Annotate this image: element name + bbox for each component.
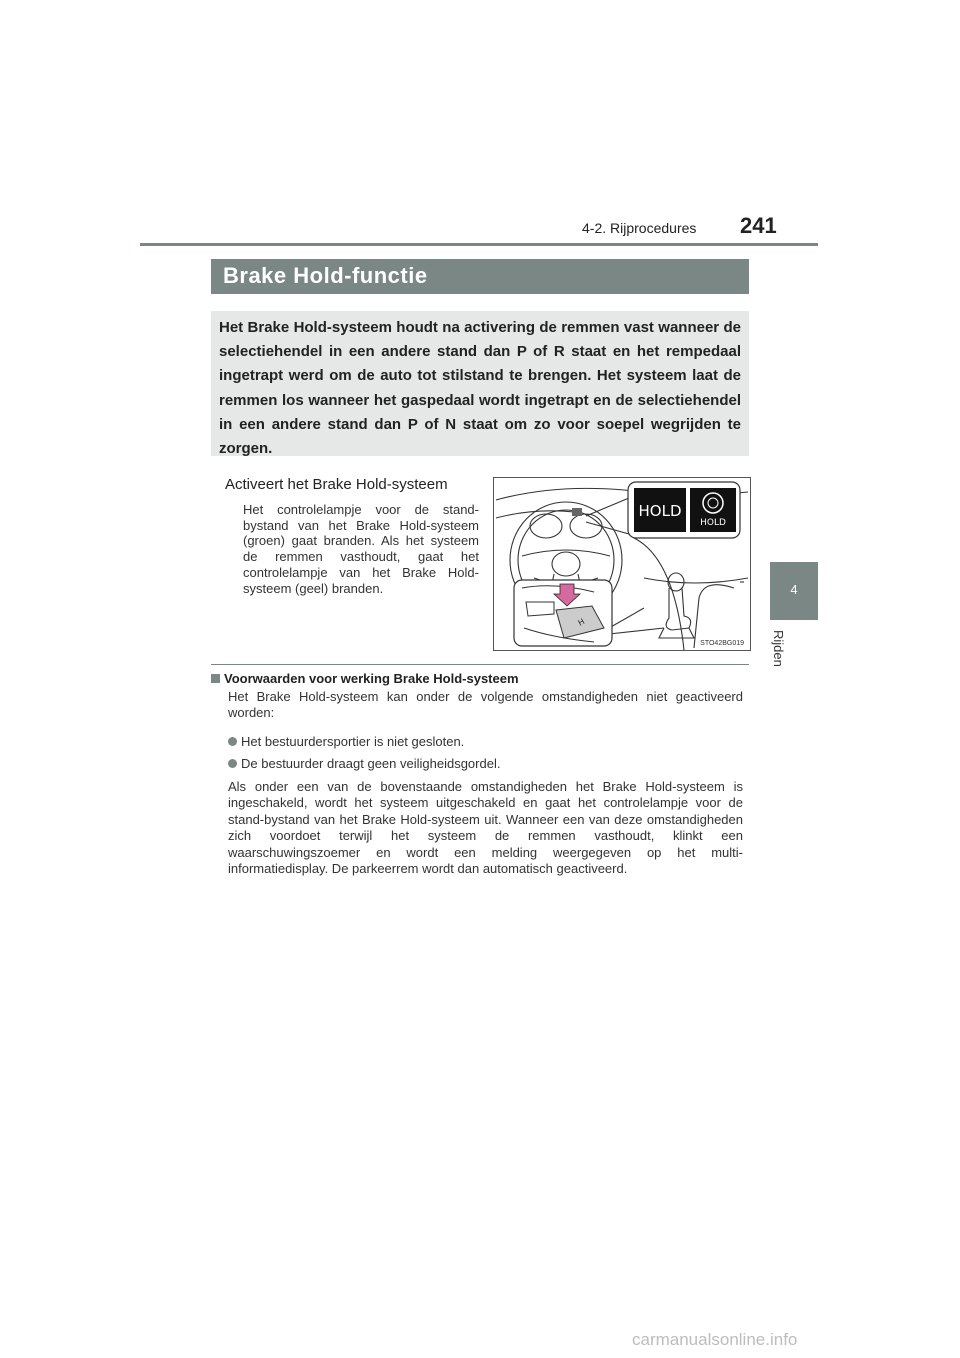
header-divider: [140, 243, 818, 246]
illustration-code: STO42BG019: [700, 640, 744, 647]
intro-text: Het Brake Hold-systeem houdt na activering de remmen vast wanneer de selectiehendel in een andere stand dan P of R staat en het rempedaal ingetrapt werd om de auto tot stilstand te brengen. Het systeem laat de remmen los wanneer het gaspedaal wordt ingetrapt en de selectiehendel in een andere stand dan P of N staat om zo voor soepel wegrijden te zorgen.: [219, 319, 741, 458]
bullet-icon: [228, 737, 237, 746]
bullet-icon: [228, 759, 237, 768]
brake-hold-illustration: [493, 477, 751, 651]
conditions-heading: [211, 671, 519, 686]
chapter-tab: [770, 562, 818, 620]
page-title: Brake Hold-functie: [223, 263, 428, 288]
conditions-intro: Het Brake Hold-systeem kan onder de volgende omstandigheden niet geactiveerd worden:: [228, 689, 743, 721]
intro-box: [211, 311, 749, 456]
title-bar: [211, 259, 749, 294]
list-item-text: De bestuurder draagt geen veiligheidsgordel.: [241, 756, 501, 771]
chapter-label: Rijden: [771, 630, 786, 667]
svg-text:H: H: [576, 616, 587, 628]
cockpit-drawing: [494, 478, 750, 650]
section-divider: [211, 664, 749, 665]
conditions-closing: Als onder een van de bovenstaande omstandigheden het Brake Hold-systeem is ingeschakeld, wordt het systeem uitgeschakeld en gaat het controlelampje voor de stand-bystand van het Brake Hold-systeem uit. Wanneer een van deze omstandigheden zich voordoet terwijl het systeem de remmen vasthoudt, klinkt een waarschuwingszoemer en wordt een melding weergegeven op het multi-informatiedisplay. De parkeerrem wordt dan automatisch geactiveerd.: [228, 779, 743, 877]
hold-indicator-text: HOLD: [638, 502, 682, 520]
list-item: [228, 756, 500, 771]
list-item: [228, 734, 464, 749]
activate-body: Het controlelampje voor de stand-bystand van het Brake Hold-systeem (groen) gaat branden. Als het systeem de remmen vasthoudt, gaat het controlelampje van het Brake Hold-systeem (geel) branden.: [243, 502, 479, 596]
watermark: carmanualsonline.info: [632, 1330, 798, 1349]
section-header: 4-2. Rijprocedures: [582, 220, 697, 236]
page-number: 241: [740, 213, 777, 238]
hold-lamp-text: HOLD: [700, 518, 726, 528]
square-bullet-icon: [211, 674, 220, 683]
activate-heading: Activeert het Brake Hold-systeem: [225, 476, 448, 493]
chapter-number: 4: [790, 582, 798, 597]
list-item-text: Het bestuurdersportier is niet gesloten.: [241, 734, 465, 749]
conditions-heading-text: Voorwaarden voor werking Brake Hold-systeem: [224, 671, 519, 686]
